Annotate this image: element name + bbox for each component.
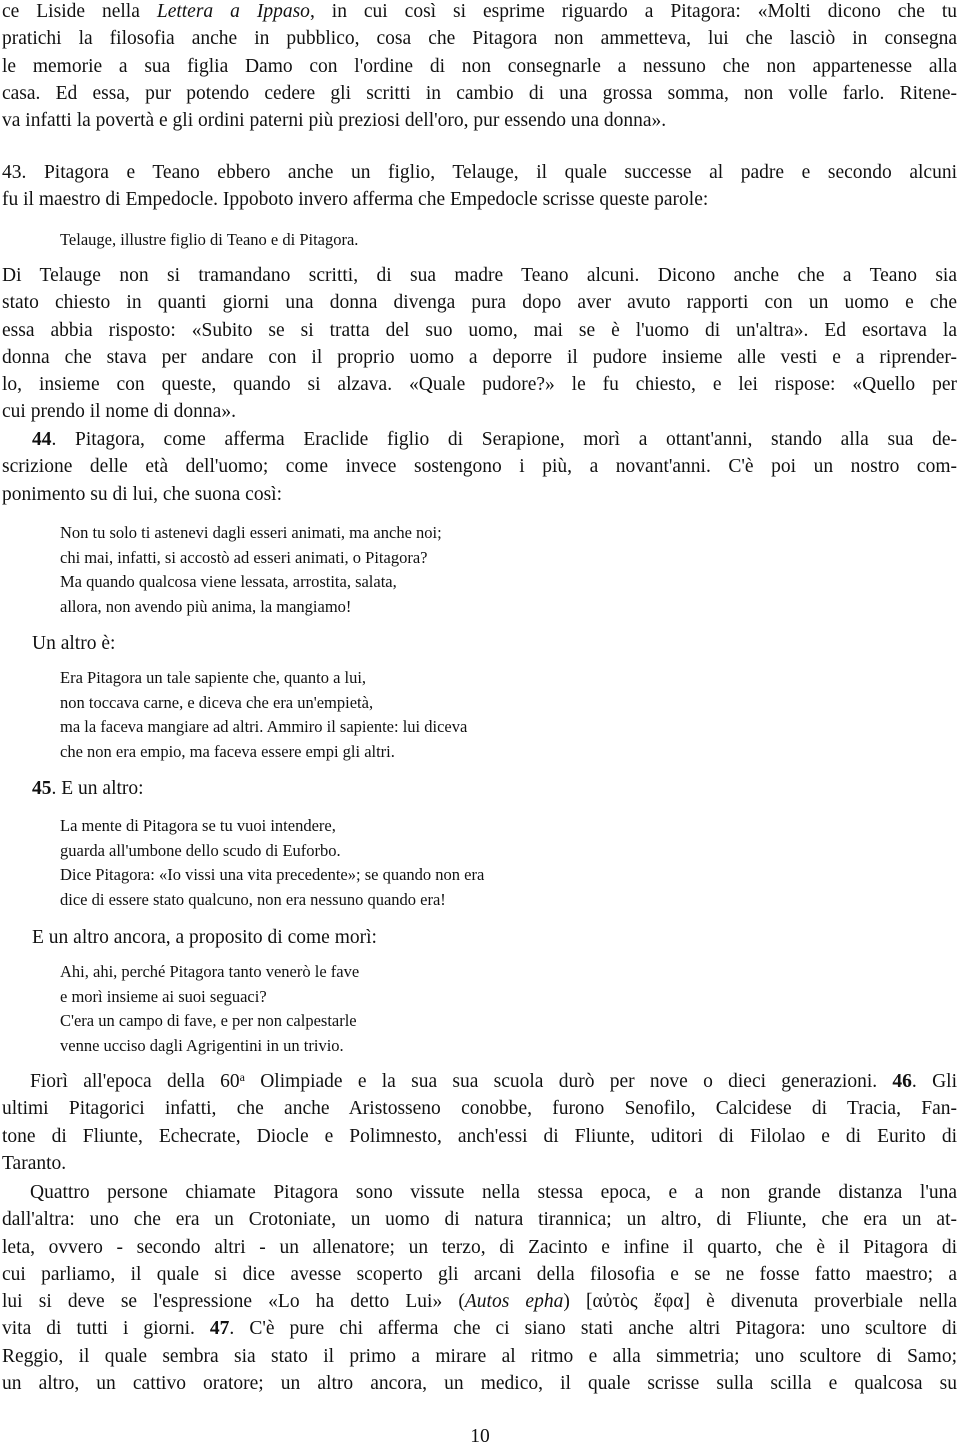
text-line: Di Telauge non si tramandano scritti, di sua madre Teano alcuni. Dicono anche che a Teano sia — [2, 265, 957, 286]
text-line: un altro, un cattivo oratore; un altro ancora, un medico, il quale scrisse sulla scilla e qualcosa su — [2, 1373, 957, 1395]
text-line: le memorie a sua figlia Damo con l'ordine di non consegnarle a nessuno che non appartenesse alla — [2, 55, 957, 77]
text-line: Fiorì all'epoca della 60$^a$ Olimpiade e la sua sua scuola durò per nove o dieci generazioni. 46. Gli — [30, 1070, 957, 1092]
text-line: ultimi Pitagorici infatti, che anche Aristosseno conobbe, furono Senofilo, Calcidese di Tracia, Fan- — [2, 1098, 957, 1120]
text-line: casa. Ed essa, pur potendo cedere gli scritti in cambio di una grossa somma, non volle farlo. Ritene- — [2, 82, 957, 104]
text-line: donna che stava per andare con il proprio uomo a deporre il pudore insieme alle vesti e a riprender- — [2, 346, 957, 368]
verse-epigram-2 — [60, 666, 467, 764]
paragraph-quattro-pitagora — [2, 1179, 957, 1397]
text-line: scrizione delle età dell'uomo; come invece sostengono i più, a novant'anni. C'è poi un nostro com- — [2, 456, 957, 478]
verse-line: che non era empio, ma faceva essere empi gli altri. — [60, 741, 395, 761]
verse-line: venne ucciso dagli Agrigentini in un trivio. — [60, 1035, 344, 1055]
text-line: va infatti la povertà e gli ordini paterni più preziosi dell'oro, pur essendo una donna». — [2, 110, 667, 132]
paragraph-43 — [2, 159, 957, 214]
verse-line: non toccava carne, e diceva che era un'empietà, — [60, 692, 374, 712]
intro-morte: E un altro ancora, a proposito di come morì: — [32, 927, 377, 948]
text-line: ponimento su di lui, che suona così: — [2, 483, 283, 505]
verse-epigram-3 — [60, 814, 484, 912]
verse-line: C'era un campo di fave, e per non calpestarle — [60, 1011, 357, 1030]
quote-telauge: Telauge, illustre figlio di Teano e di Pitagora. — [60, 230, 359, 249]
text-line: stato chiesto in quanti giorni una donna divenga pura dopo aver avuto rapporti con un uomo e che — [2, 292, 957, 314]
text-line: leta, ovvero - secondo altri - un allenatore; un terzo, di Zacinto e infine il quarto, che è il Pitagora di — [2, 1236, 957, 1258]
verse-epigram-4 — [60, 960, 359, 1058]
paragraph-lettera-ippaso — [2, 0, 957, 134]
text-line: fu il maestro di Empedocle. Ippoboto invero afferma che Empedocle scrisse queste parole: — [2, 189, 709, 211]
paragraph-teano — [2, 262, 957, 426]
text-line: Taranto. — [2, 1152, 67, 1174]
verse-line: allora, non avendo più anima, la mangiamo! — [60, 596, 352, 616]
page-number: 10 — [470, 1426, 490, 1447]
verse-line: chi mai, infatti, si accostò ad esseri animati, o Pitagora? — [60, 547, 428, 567]
verse-epigram-1 — [60, 521, 442, 619]
text-line: dall'altra: uno che era un Crotoniate, un uomo di natura tirannica; un altro, di Fliunte, che era un at- — [2, 1209, 957, 1231]
verse-line: e morì insieme ai suoi seguaci? — [60, 986, 267, 1006]
verse-line: Dice Pitagora: «Io vissi una vita precedente»; se quando non era — [60, 865, 485, 884]
text-line: essa abbia risposto: «Subito se si tratta del suo uomo, mai se è l'uomo di un'altra». Ed esortava la — [2, 319, 957, 341]
verse-line: ma la faceva mangiare ad altri. Ammiro il sapiente: lui diceva — [60, 717, 468, 736]
intro-altro: Un altro è: — [32, 633, 116, 654]
text-line: lui si deve se l'espressione «Lo ha detto Lui» (Autos epha) [αὐτὸς ἔφα] è divenuta proverbiale nella — [2, 1291, 957, 1313]
text-line: Quattro persone chiamate Pitagora sono vissute nella stessa epoca, e a non grande distanza l'una — [30, 1182, 957, 1203]
verse-line: Non tu solo ti astenevi dagli esseri animati, ma anche noi; — [60, 523, 442, 542]
paragraph-44 — [2, 426, 957, 508]
verse-line: Era Pitagora un tale sapiente che, quanto a lui, — [60, 668, 367, 687]
text-line: vita di tutti i giorni. 47. C'è pure chi afferma che ci siano stati anche altri Pitagora: uno scultore di — [2, 1318, 957, 1340]
text-line: pratichi la filosofia anche in pubblico, cosa che Pitagora non ammetteva, lui che lasciò in consegna — [2, 28, 957, 50]
verse-line: dice di essere stato qualcuno, non era nessuno quando era! — [60, 889, 446, 909]
verse-line: La mente di Pitagora se tu vuoi intendere, — [60, 816, 336, 835]
text-line: 43. Pitagora e Teano ebbero anche un figlio, Telauge, il quale successe al padre e secondo alcuni — [2, 162, 957, 183]
text-line: ce Liside nella Lettera a Ippaso, in cui così si esprime riguardo a Pitagora: «Molti dicono che tu — [2, 1, 957, 22]
verse-line: guarda all'umbone dello scudo di Euforbo. — [60, 840, 341, 860]
intro-45: 45. E un altro: — [32, 778, 144, 799]
text-line: cui prendo il nome di donna». — [2, 401, 236, 423]
text-line: Reggio, il quale sembra sia stato il primo a mirare al ritmo e alla simmetria; uno scultore di Samo; — [2, 1345, 957, 1367]
paragraph-46 — [2, 1068, 957, 1177]
text-line: cui parliamo, il quale si dice avesse scoperto gli arcani della filosofia e se ne fosse fatto maestro; a — [2, 1263, 957, 1285]
verse-line: Ma quando qualcosa viene lessata, arrostita, salata, — [60, 572, 397, 591]
text-line: lo, insieme con queste, quando si alzava. «Quale pudore?» le fu chiesto, e lei rispose: «Quello per — [2, 374, 957, 396]
text-line: tone di Fliunte, Echecrate, Diocle e Polimnesto, anch'essi di Fliunte, uditori di Filolao e di Eurito di — [2, 1125, 957, 1147]
verse-line: Ahi, ahi, perché Pitagora tanto venerò le fave — [60, 962, 360, 981]
text-line: 44. Pitagora, come afferma Eraclide figlio di Serapione, morì a ottant'anni, stando alla sua de- — [32, 429, 957, 450]
